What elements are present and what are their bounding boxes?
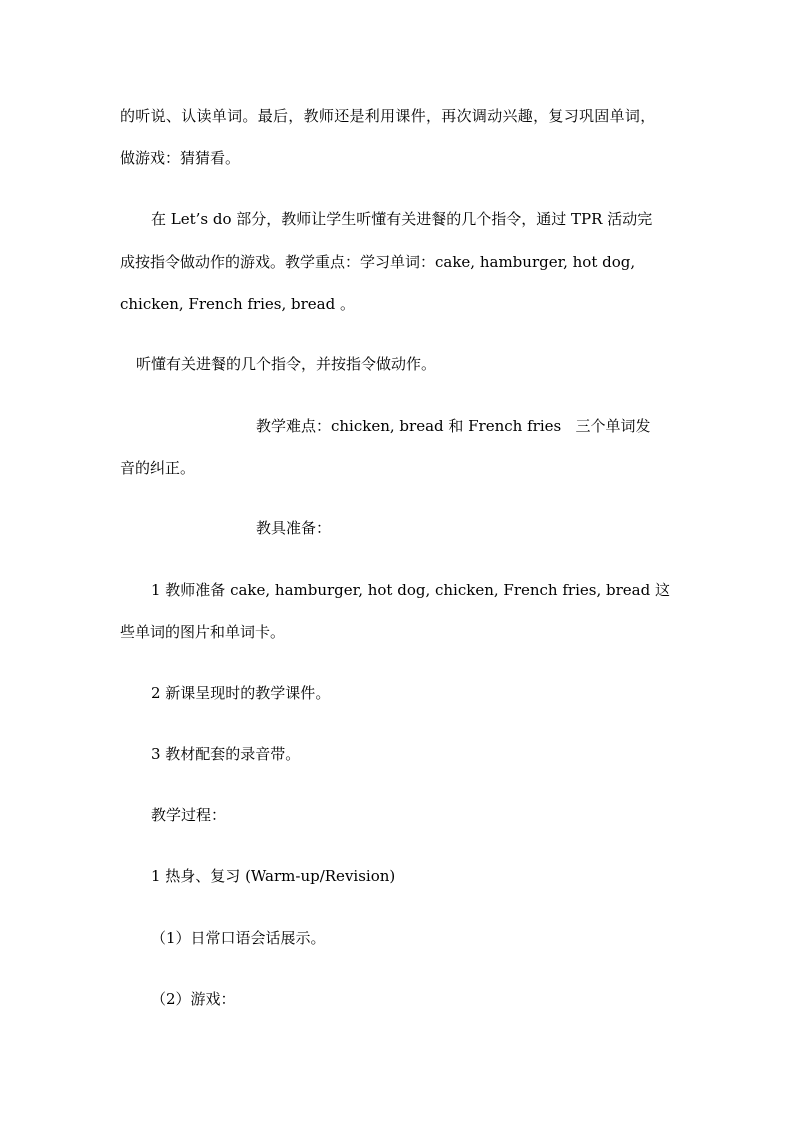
paragraph-line: 教学难点：chicken, bread 和 French fries 三个单词发 [256,417,651,435]
paragraph-line: chicken, French fries, bread 。 [120,295,355,313]
paragraph-line: 成按指令做动作的游戏。教学重点：学习单词：cake, hamburger, hot dog, [120,253,636,271]
paragraph-line: 音的纠正。 [120,459,196,477]
section-heading: 教学过程： [151,806,227,824]
list-item: 1 热身、复习 (Warm-up/Revision) [151,867,396,885]
list-item-continuation: 些单词的图片和单词卡。 [120,623,286,641]
paragraph-line: 在 Let’s do 部分，教师让学生听懂有关进餐的几个指令，通过 TPR 活动完 [151,210,653,228]
paragraph-line: 做游戏：猜猜看。 [120,149,241,167]
list-item: 1 教师准备 cake, hamburger, hot dog, chicken, French fries, bread 这 [151,581,670,599]
paragraph-line: 听懂有关进餐的几个指令，并按指令做动作。 [136,355,437,373]
sub-list-item: （2）游戏： [151,990,236,1008]
list-item: 3 教材配套的录音带。 [151,745,301,763]
paragraph-line: 的听说、认读单词。最后，教师还是利用课件，再次调动兴趣，复习巩固单词， [120,107,656,125]
list-item: 2 新课呈现时的教学课件。 [151,684,331,702]
sub-list-item: （1）日常口语会话展示。 [151,929,326,947]
section-heading: 教具准备： [256,519,332,537]
